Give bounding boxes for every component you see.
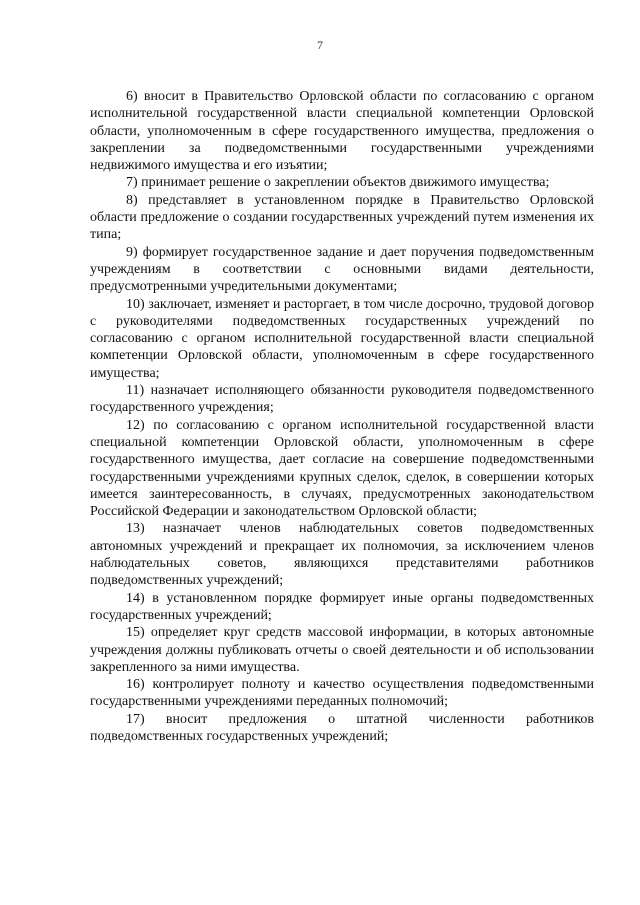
page-number: 7 <box>317 38 323 52</box>
list-item-10: 10) заключает, изменяет и расторгает, в том числе досрочно, трудовой договор с руководителями подведомственных государственных учреждений по согласованию с органом исполнительной государственной власти специальной компетенции Орловской области, уполномоченным в сфере государственного имущества; <box>90 296 594 381</box>
list-item-14: 14) в установленном порядке формирует иные органы подведомственных государственных учреждений; <box>90 590 594 623</box>
list-item-16: 16) контролирует полноту и качество осуществления подведомственными государственными учреждениями переданных полномочий; <box>90 677 594 710</box>
list-item-13: 13) назначает членов наблюдательных советов подведомственных автономных учреждений и прекращает их полномочия, за исключением членов наблюдательных советов, являющихся представителями работников подведомственных учреждений; <box>90 521 594 589</box>
list-item-8: 8) представляет в установленном порядке в Правительство Орловской области предложение о создании государственных учреждений путем изменения их типа; <box>90 192 594 243</box>
list-item-17: 17) вносит предложения о штатной численности работников подведомственных государственных учреждений; <box>90 711 594 744</box>
list-item-15: 15) определяет круг средств массовой информации, в которых автономные учреждения должны публиковать отчеты о своей деятельности и об использовании закрепленного за ними имущества. <box>90 625 594 675</box>
list-item-7: 7) принимает решение о закреплении объектов движимого имущества; <box>126 175 550 191</box>
list-item-6: 6) вносит в Правительство Орловской области по согласованию с органом исполнительной государственной власти специальной компетенции Орловской области, уполномоченным в сфере государственного имущества, предложения о закреплении за подведомственными государственными учреждениями недвижимого имущества и его изъятии; <box>90 89 594 174</box>
list-item-12: 12) по согласованию с органом исполнительной государственной власти специальной компетенции Орловской области, уполномоченным в сфере государственного имущества, дает согласие на совершение подведомственными государственными учреждениями крупных сделок, сделок, в совершении которых имеется заинтересованность, в случаях, предусмотренных законодательством Российской Федерации и законодательством Орловской области; <box>90 417 594 520</box>
list-item-11: 11) назначает исполняющего обязанности руководителя подведомственного государственного учреждения; <box>90 383 594 416</box>
document-body <box>90 88 594 745</box>
list-item-9: 9) формирует государственное задание и дает поручения подведомственным учреждениям в соответствии с основными видами деятельности, предусмотренными учредительными документами; <box>90 244 594 295</box>
